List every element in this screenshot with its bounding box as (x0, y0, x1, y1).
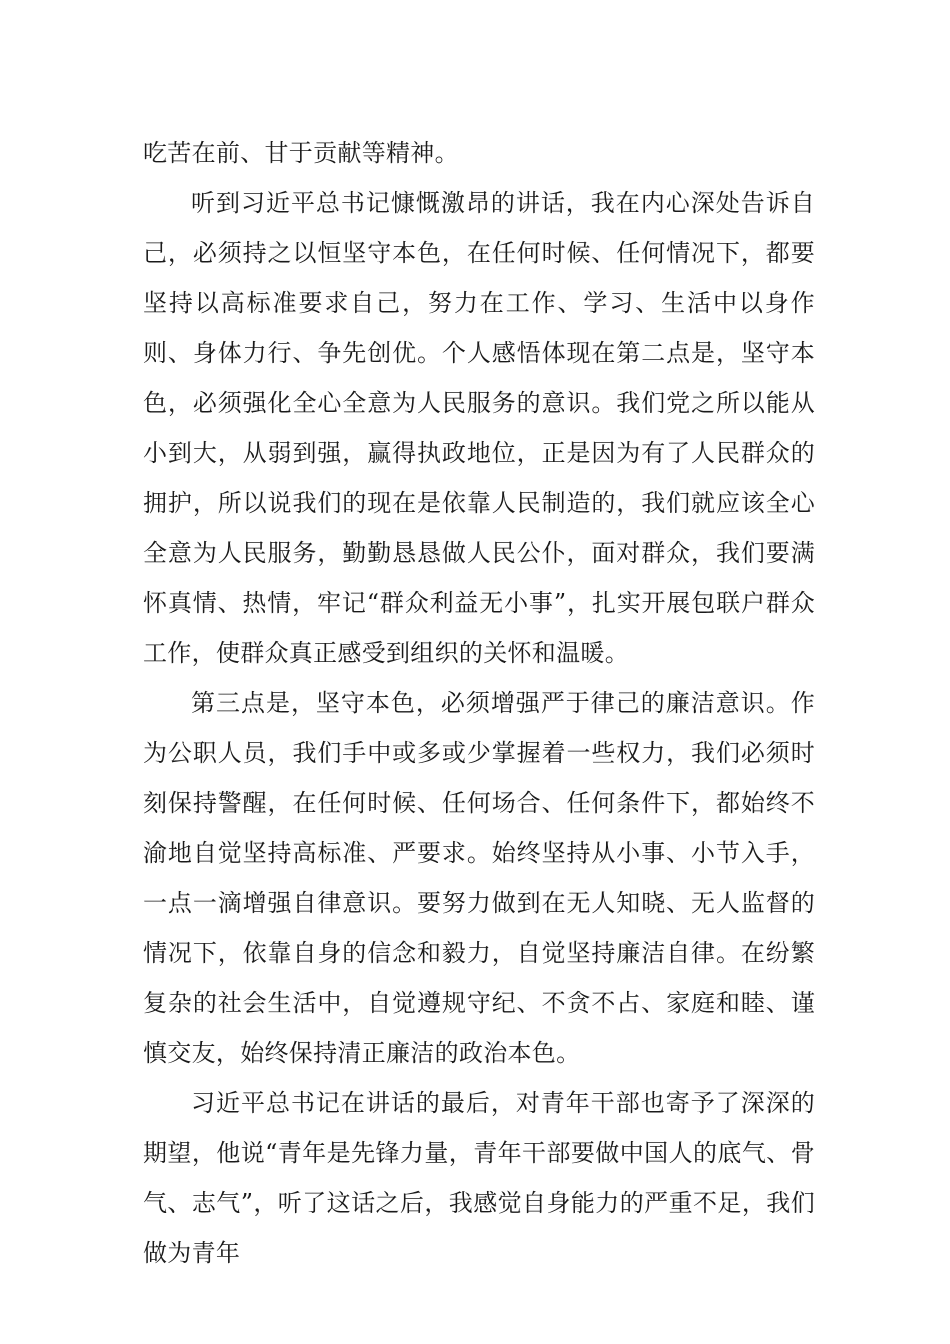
document-body (143, 128, 815, 1278)
paragraph-2: 听到习近平总书记慷慨激昂的讲话，我在内心深处告诉自己，必须持之以恒坚守本色，在任何时候、任何情况下，都要坚持以高标准要求自己，努力在工作、学习、生活中以身作则、身体力行、争先创优。个人感悟体现在第二点是，坚守本色，必须强化全心全意为人民服务的意识。我们党之所以能从小到大，从弱到强，赢得执政地位，正是因为有了人民群众的拥护，所以说我们的现在是依靠人民制造的，我们就应该全心全意为人民服务，勤勤恳恳做人民公仆，面对群众，我们要满怀真情、热情，牢记“群众利益无小事”，扎实开展包联户群众工作，使群众真正感受到组织的关怀和温暖。 (143, 189, 815, 667)
paragraph-1: 吃苦在前、甘于贡献等精神。 (143, 139, 459, 167)
paragraph-4: 习近平总书记在讲话的最后，对青年干部也寄予了深深的期望，他说“青年是先锋力量，青年干部要做中国人的底气、骨气、志气”，听了这话之后，我感觉自身能力的严重不足，我们做为青年 (143, 1089, 815, 1267)
paragraph-3: 第三点是，坚守本色，必须增强严于律己的廉洁意识。作为公职人员，我们手中或多或少掌握着一些权力，我们必须时刻保持警醒，在任何时候、任何场合、任何条件下，都始终不渝地自觉坚持高标准、严要求。始终坚持从小事、小节入手，一点一滴增强自律意识。要努力做到在无人知晓、无人监督的情况下，依靠自身的信念和毅力，自觉坚持廉洁自律。在纷繁复杂的社会生活中，自觉遵规守纪、不贪不占、家庭和睦、谨慎交友，始终保持清正廉洁的政治本色。 (143, 689, 815, 1067)
